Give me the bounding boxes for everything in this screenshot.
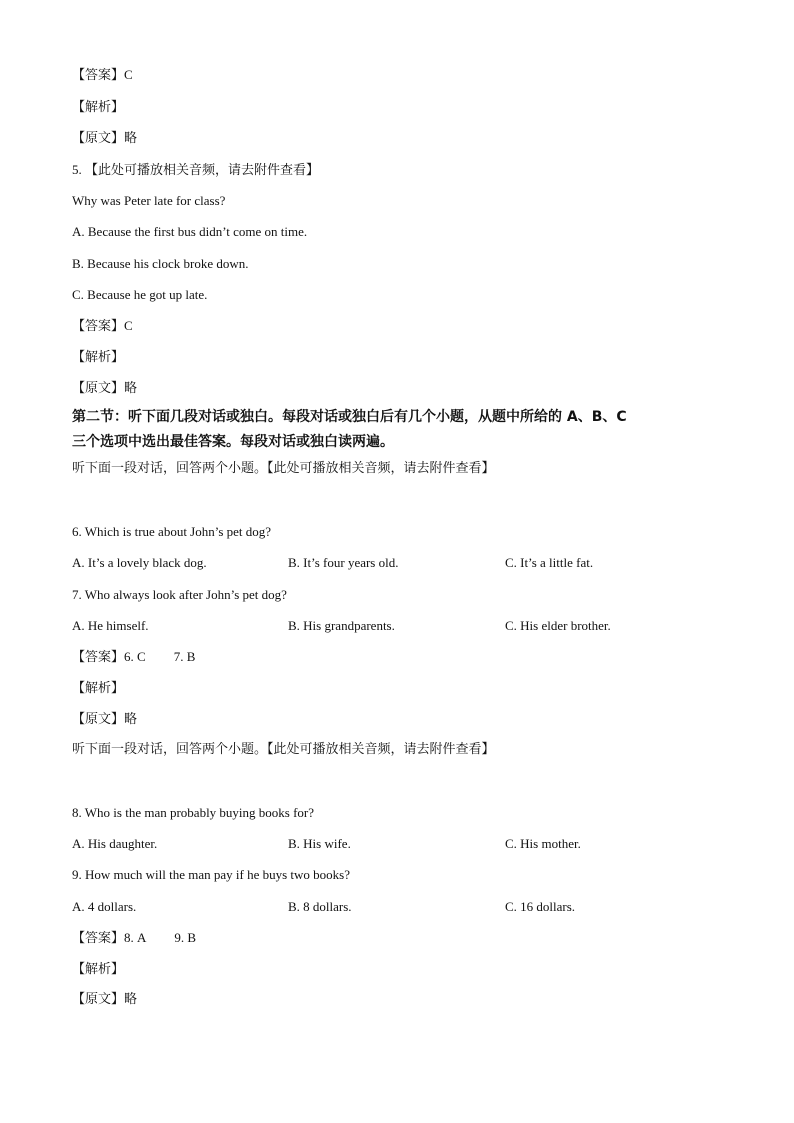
q5-original-line xyxy=(72,379,137,398)
dialog1-original-line xyxy=(72,710,137,729)
q5-option-c: C. Because he got up late. xyxy=(72,287,208,302)
answer-label: 【答案】 xyxy=(72,650,125,665)
audio-note: 【此处可播放相关音频，请去附件查看】 xyxy=(85,163,320,178)
q5-header xyxy=(72,161,319,180)
dialog2-analysis-line xyxy=(72,960,124,979)
q4-answer-line xyxy=(72,66,133,85)
original-value: 略 xyxy=(124,712,138,727)
answer-value-8: 8. A xyxy=(124,930,147,945)
analysis-label: 【解析】 xyxy=(72,350,125,365)
q9-option-b: B. 8 dollars. xyxy=(288,899,352,914)
analysis-label: 【解析】 xyxy=(72,681,125,696)
section2-heading-line2: 三个选项中选出最佳答案。每段对话或独白读两遍。 xyxy=(72,434,394,450)
q8-option-b: B. His wife. xyxy=(288,836,351,851)
q8-option-c: C. His mother. xyxy=(505,836,581,851)
q6-option-c: C. It’s a little fat. xyxy=(505,555,594,570)
q9-question: 9. How much will the man pay if he buys two books? xyxy=(72,867,351,882)
q6-options xyxy=(72,554,722,572)
original-value: 略 xyxy=(124,992,138,1007)
q5-option-b: B. Because his clock broke down. xyxy=(72,256,249,271)
q5-question: Why was Peter late for class? xyxy=(72,193,226,208)
question-number: 5. xyxy=(72,162,82,177)
q6-option-b: B. It’s four years old. xyxy=(288,555,399,570)
q6-question: 6. Which is true about John’s pet dog? xyxy=(72,524,272,539)
q9-option-c: C. 16 dollars. xyxy=(505,899,576,914)
q8-question: 8. Who is the man probably buying books for? xyxy=(72,805,315,820)
original-label: 【原文】 xyxy=(72,381,125,396)
answer-label: 【答案】 xyxy=(72,931,125,946)
q9-option-a: A. 4 dollars. xyxy=(72,899,137,914)
q8-option-a: A. His daughter. xyxy=(72,836,158,851)
q5-option-a: A. Because the first bus didn’t come on time. xyxy=(72,224,308,239)
dialog2-original-line xyxy=(72,990,137,1009)
section2-heading-line1: 第二节：听下面几段对话或独白。每段对话或独白后有几个小题，从题中所给的 A、B、C xyxy=(72,409,627,425)
answer-value-7: 7. B xyxy=(173,649,196,664)
q7-options xyxy=(72,617,722,635)
answer-value-9: 9. B xyxy=(174,930,197,945)
q7-option-c: C. His elder brother. xyxy=(505,618,611,633)
q5-answer-line xyxy=(72,317,133,336)
dialog1-intro: 听下面一段对话，回答两个小题。【此处可播放相关音频，请去附件查看】 xyxy=(72,461,495,476)
analysis-label: 【解析】 xyxy=(72,962,125,977)
q9-options xyxy=(72,898,722,916)
q4-analysis-line xyxy=(72,98,124,117)
answer-label: 【答案】 xyxy=(72,68,125,83)
original-value: 略 xyxy=(124,131,138,146)
q7-option-b: B. His grandparents. xyxy=(288,618,395,633)
dialog1-analysis-line xyxy=(72,679,124,698)
q4-original-line xyxy=(72,129,137,148)
answer-value-6: 6. C xyxy=(124,649,146,664)
dialog2-intro: 听下面一段对话，回答两个小题。【此处可播放相关音频，请去附件查看】 xyxy=(72,742,495,757)
analysis-label: 【解析】 xyxy=(72,100,125,115)
original-value: 略 xyxy=(124,381,138,396)
dialog2-answer-line xyxy=(72,929,196,948)
dialog1-answer-line xyxy=(72,648,195,667)
answer-value: C xyxy=(124,318,133,333)
answer-label: 【答案】 xyxy=(72,319,125,334)
q7-question: 7. Who always look after John’s pet dog? xyxy=(72,587,287,602)
original-label: 【原文】 xyxy=(72,131,125,146)
q7-option-a: A. He himself. xyxy=(72,618,149,633)
answer-value: C xyxy=(124,67,133,82)
original-label: 【原文】 xyxy=(72,992,125,1007)
q6-option-a: A. It’s a lovely black dog. xyxy=(72,555,207,570)
q5-analysis-line xyxy=(72,348,124,367)
original-label: 【原文】 xyxy=(72,712,125,727)
q8-options xyxy=(72,835,722,853)
